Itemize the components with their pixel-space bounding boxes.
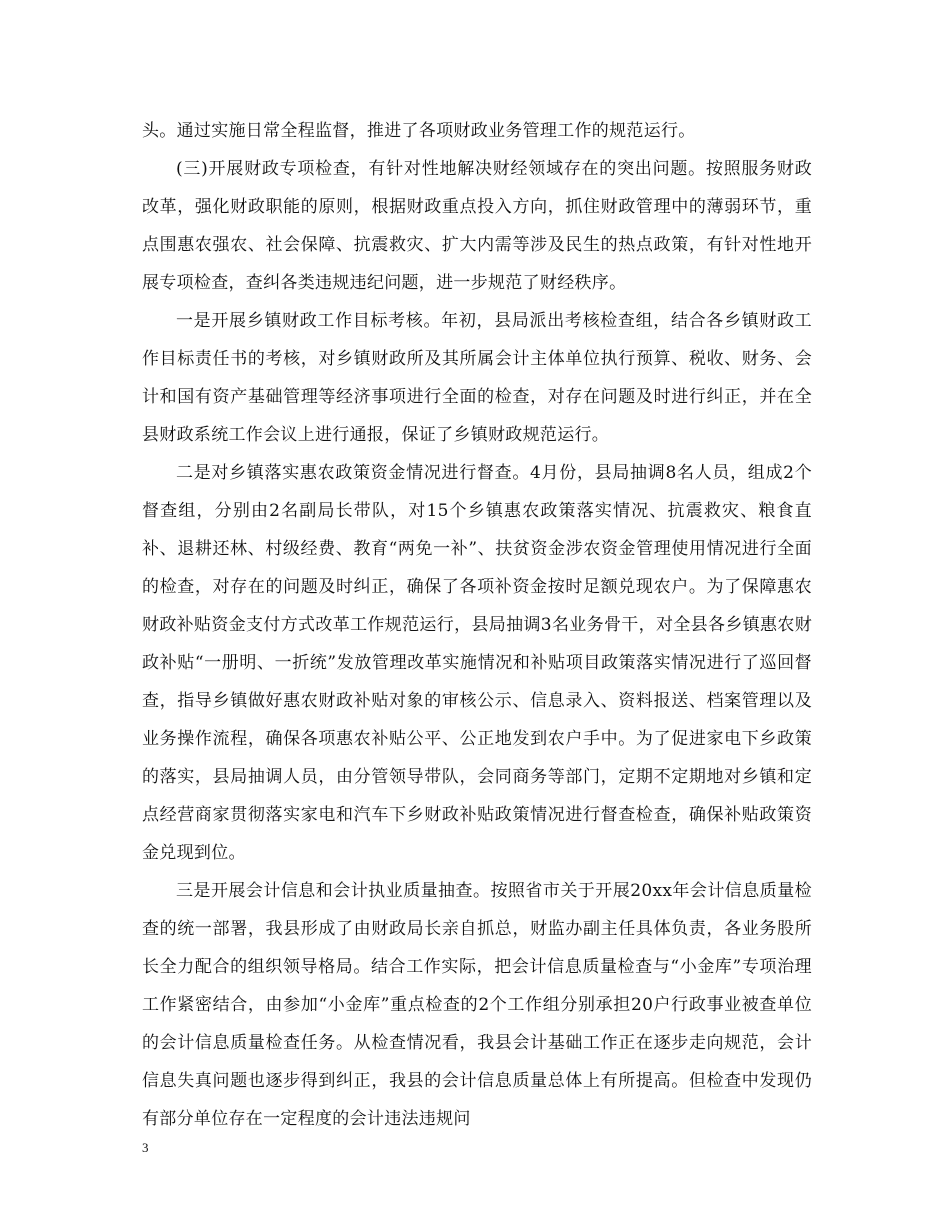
paragraph: (三)开展财政专项检查，有针对性地解决财经领域存在的突出问题。按照服务财政改革，强化财政职能的原则，根据财政重点投入方向，抓住财政管理中的薄弱环节，重点围惠农强农、社会保障、抗震救灾、扩大内需等涉及民生的热点政策，有针对性地开展专项检查，查纠各类违规违纪问题，进一步规范了财经秩序。	[142, 159, 812, 293]
document-body	[142, 112, 812, 1138]
page-number: 3	[142, 1140, 149, 1155]
paragraph: 二是对乡镇落实惠农政策资金情况进行督查。4月份，县局抽调8名人员，组成2个督查组，分别由2名副局长带队，对15个乡镇惠农政策落实情况、抗震救灾、粮食直补、退耕还林、村级经费、教育“两免一补”、扶贫资金涉农资金管理使用情况进行全面的检查，对存在的问题及时纠正，确保了各项补资金按时足额兑现农户。为了保障惠农财政补贴资金支付方式改革工作规范运行，县局抽调3名业务骨干，对全县各乡镇惠农财政补贴“一册明、一折统”发放管理改革实施情况和补贴项目政策落实情况进行了巡回督查，指导乡镇做好惠农财政补贴对象的审核公示、信息录入、资料报送、档案管理以及业务操作流程，确保各项惠农补贴公平、公正地发到农户手中。为了促进家电下乡政策的落实，县局抽调人员，由分管领导带队，会同商务等部门，定期不定期地对乡镇和定点经营商家贯彻落实家电和汽车下乡财政补贴政策情况进行督查检查，确保补贴政策资金兑现到位。	[142, 463, 812, 863]
paragraph: 头。通过实施日常全程监督，推进了各项财政业务管理工作的规范运行。	[142, 121, 696, 141]
paragraph: 一是开展乡镇财政工作目标考核。年初，县局派出考核检查组，结合各乡镇财政工作目标责任书的考核，对乡镇财政所及其所属会计主体单位执行预算、税收、财务、会计和国有资产基础管理等经济事项进行全面的检查，对存在问题及时进行纠正，并在全县财政系统工作会议上进行通报，保证了乡镇财政规范运行。	[142, 311, 812, 445]
paragraph: 三是开展会计信息和会计执业质量抽查。按照省市关于开展20xx年会计信息质量检查的统一部署，我县形成了由财政局长亲自抓总，财监办副主任具体负责，各业务股所长全力配合的组织领导格局。结合工作实际，把会计信息质量检查与“小金库”专项治理工作紧密结合，由参加“小金库”重点检查的2个工作组分别承担20户行政事业被查单位的会计信息质量检查任务。从检查情况看，我县会计基础工作正在逐步走向规范，会计信息失真问题也逐步得到纠正，我县的会计信息质量总体上有所提高。但检查中发现仍有部分单位存在一定程度的会计违法违规问	[142, 881, 812, 1129]
